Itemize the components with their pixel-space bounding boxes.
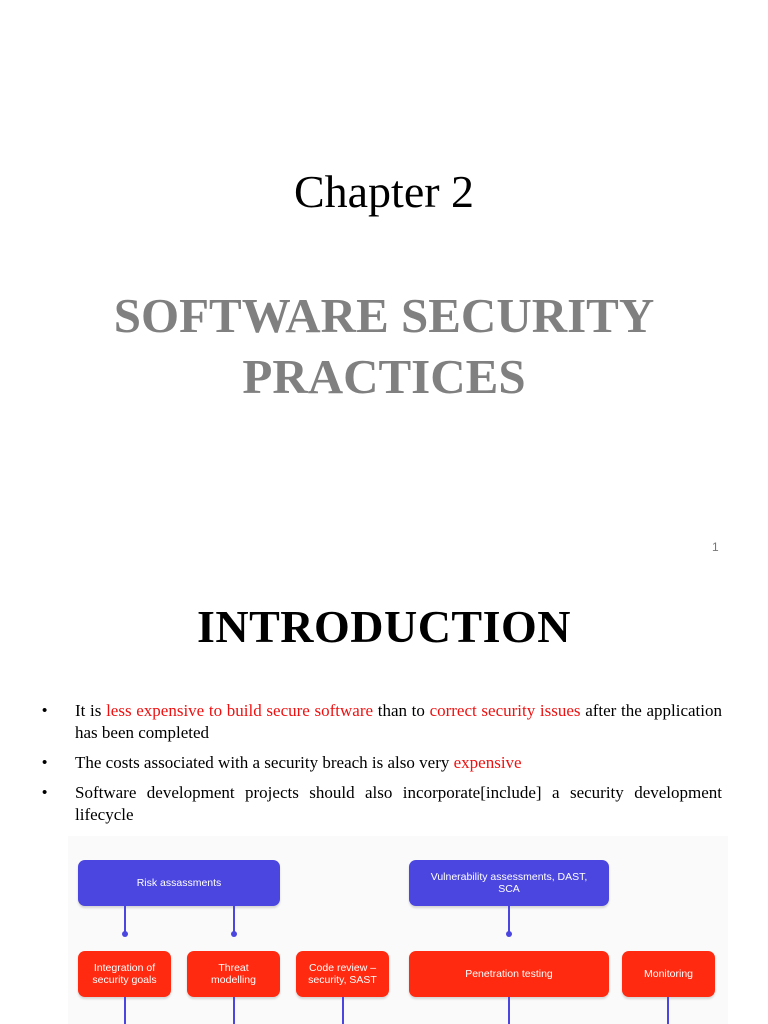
- introduction-slide: [0, 570, 768, 1024]
- slide-heading: INTRODUCTION: [196, 601, 572, 652]
- bullet-highlight: expensive: [453, 753, 522, 772]
- bullet-text: It is: [75, 701, 107, 720]
- bullet-highlight: correct security issues: [429, 701, 581, 720]
- bullet-highlight: less expensive to build secure software: [106, 701, 374, 720]
- sdlc-diagram: [0, 570, 768, 1024]
- penetration-testing-box: Penetration testing: [409, 951, 609, 997]
- risk-assessment-box: Risk assassments: [78, 860, 280, 906]
- integration-security-goals-box: Integration of security goals: [78, 951, 171, 997]
- connector-line: [508, 906, 510, 934]
- vulnerability-assessment-box: Vulnerability assessments, DAST, SCA: [409, 860, 609, 906]
- threat-modelling-box: Threat modelling: [187, 951, 280, 997]
- connector-line: [342, 997, 344, 1024]
- connector-dot: [231, 931, 237, 937]
- connector-line: [124, 997, 126, 1024]
- page-number: 1: [712, 540, 719, 554]
- bullet-text: than to: [373, 701, 430, 720]
- monitoring-box: Monitoring: [622, 951, 715, 997]
- connector-dot: [122, 931, 128, 937]
- connector-dot: [506, 931, 512, 937]
- bullet-text: Software development projects should also incorporate[include] a security development lifecycle: [75, 783, 722, 824]
- chapter-label: Chapter 2: [293, 166, 475, 217]
- connector-line: [124, 906, 126, 934]
- connector-line: [233, 997, 235, 1024]
- connector-line: [508, 997, 510, 1024]
- bullet-text: after the application has been completed: [75, 701, 722, 742]
- bullet-text: The costs associated with a security breach is also very: [75, 753, 454, 772]
- connector-line: [233, 906, 235, 934]
- slide-title-line-1: SOFTWARE SECURITY: [113, 288, 655, 343]
- slide-title: [0, 285, 768, 407]
- slide-title-line-2: PRACTICES: [242, 349, 526, 404]
- code-review-box: Code review – security, SAST: [296, 951, 389, 997]
- connector-line: [667, 997, 669, 1024]
